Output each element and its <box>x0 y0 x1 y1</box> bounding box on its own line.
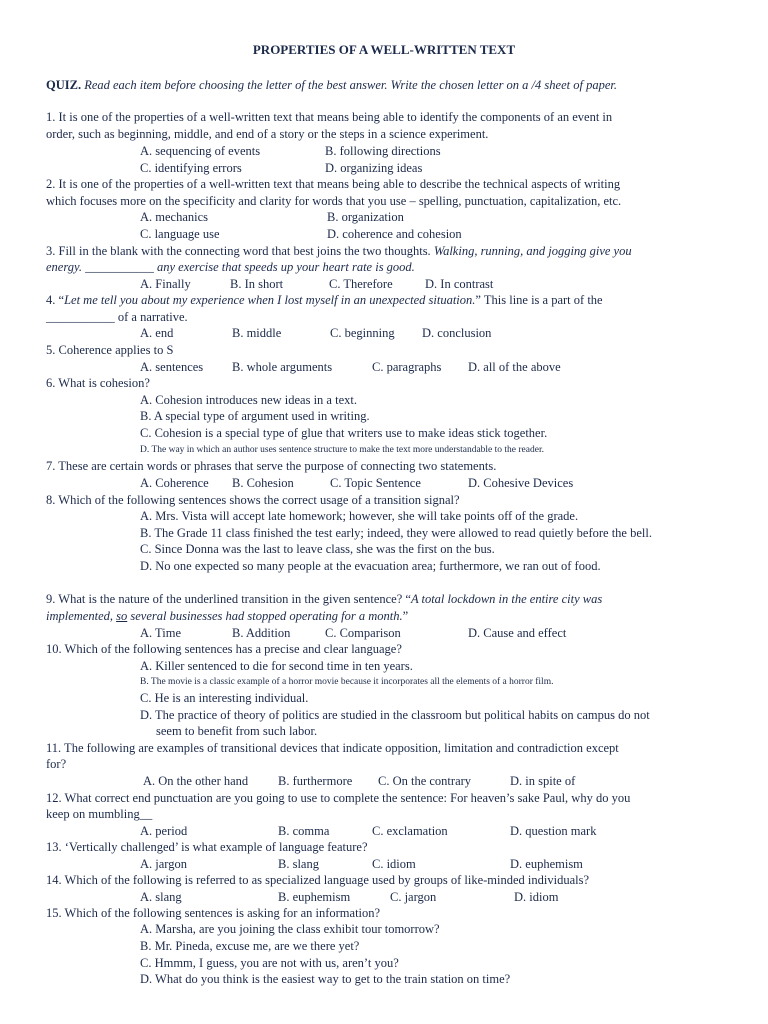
q8-option-b: B. The Grade 11 class finished the test early; indeed, they were allowed to read quietly before the bell. <box>140 526 652 540</box>
q4-option-c: C. beginning <box>330 326 395 340</box>
q12-text-line2: keep on mumbling__ <box>46 807 153 821</box>
q4-quote: Let me tell you about my experience when I lost myself in an unexpected situation. <box>64 293 476 307</box>
q10-option-d-line2: seem to benefit from such labor. <box>156 724 318 738</box>
q7-option-c: C. Topic Sentence <box>330 476 421 490</box>
q1-text-line2: order, such as beginning, middle, and end of a story or the steps in a science experiment. <box>46 127 489 141</box>
q5-text: 5. Coherence applies to S <box>46 343 174 357</box>
q2-option-a: A. mechanics <box>140 210 209 224</box>
q8-option-a: A. Mrs. Vista will accept late homework; however, she will take points off of the grade. <box>140 509 579 523</box>
q15-text: 15. Which of the following sentences is asking for an information? <box>46 906 381 920</box>
q11-option-c: C. On the contrary <box>378 774 472 788</box>
q3-option-c: C. Therefore <box>329 277 393 291</box>
q2-text-line1: 2. It is one of the properties of a well-written text that means being able to describe the technical aspects of writing <box>46 177 621 191</box>
q9-option-a: A. Time <box>140 626 181 640</box>
q14-option-c: C. jargon <box>390 890 437 904</box>
q3-option-b: B. In short <box>230 277 284 291</box>
q9-text-line2 <box>46 608 408 624</box>
q9-option-d: D. Cause and effect <box>468 626 567 640</box>
q3-prompt: 3. Fill in the blank with the connecting word that best joins the two thoughts. <box>46 244 434 258</box>
q14-text: 14. Which of the following is referred to as specialized language used by groups of like-minded individuals? <box>46 873 590 887</box>
q4-option-b: B. middle <box>232 326 282 340</box>
q7-option-d: D. Cohesive Devices <box>468 476 574 490</box>
q9-option-c: C. Comparison <box>325 626 401 640</box>
q11-text-line2: for? <box>46 757 67 771</box>
q10-text: 10. Which of the following sentences has a precise and clear language? <box>46 642 402 656</box>
q10-option-b: B. The movie is a classic example of a horror movie because it incorporates all the elements of a horror film. <box>140 677 554 687</box>
q1-option-d: D. organizing ideas <box>325 161 423 175</box>
q12-option-c: C. exclamation <box>372 824 448 838</box>
q11-option-b: B. furthermore <box>278 774 353 788</box>
q3-option-d: D. In contrast <box>425 277 494 291</box>
q13-option-b: B. slang <box>278 857 319 871</box>
q8-option-d: D. No one expected so many people at the evacuation area; furthermore, we ran out of food. <box>140 559 601 573</box>
q15-option-a: A. Marsha, are you joining the class exhibit tour tomorrow? <box>140 922 440 936</box>
q15-option-d: D. What do you think is the easiest way to get to the train station on time? <box>140 972 511 986</box>
q9-underlined-transition: so <box>116 609 128 623</box>
q12-option-b: B. comma <box>278 824 330 838</box>
q9-quote-part3: several businesses had stopped operating for a month. <box>127 609 403 623</box>
q6-option-a: A. Cohesion introduces new ideas in a text. <box>140 393 357 407</box>
q14-option-a: A. slang <box>140 890 182 904</box>
q15-option-b: B. Mr. Pineda, excuse me, are we there yet? <box>140 939 360 953</box>
q9-prompt: 9. What is the nature of the underlined transition in the given sentence? “ <box>46 592 411 606</box>
q3-text-line2 <box>46 259 415 275</box>
q5-option-a: A. sentences <box>140 360 204 374</box>
q6-text: 6. What is cohesion? <box>46 376 150 390</box>
q13-option-a: A. jargon <box>140 857 187 871</box>
q11-text-line1: 11. The following are examples of transitional devices that indicate opposition, limitation and contradiction except <box>46 741 619 755</box>
q4-text-line1 <box>46 292 603 308</box>
q11-option-a: A. On the other hand <box>143 774 249 788</box>
q5-option-c: C. paragraphs <box>372 360 442 374</box>
q7-option-a: A. Coherence <box>140 476 209 490</box>
q3-option-a: A. Finally <box>140 277 191 291</box>
q12-option-d: D. question mark <box>510 824 597 838</box>
q12-option-a: A. period <box>140 824 188 838</box>
q4-suffix: ” This line is a part of the <box>475 293 603 307</box>
q4-text-line2: ___________ of a narrative. <box>46 310 188 324</box>
quiz-instructions <box>46 77 617 93</box>
q13-option-d: D. euphemism <box>510 857 583 871</box>
q6-option-c: C. Cohesion is a special type of glue that writers use to make ideas stick together. <box>140 426 548 440</box>
q8-text: 8. Which of the following sentences shows the correct usage of a transition signal? <box>46 493 460 507</box>
q9-option-b: B. Addition <box>232 626 291 640</box>
q13-text: 13. ‘Vertically challenged’ is what example of language feature? <box>46 840 368 854</box>
q2-option-c: C. language use <box>140 227 220 241</box>
q6-option-d: D. The way in which an author uses sentence structure to make the text more understandable to the reader. <box>140 445 544 455</box>
q9-quote-part1: A total lockdown in the entire city was <box>410 592 603 606</box>
q10-option-a: A. Killer sentenced to die for second time in ten years. <box>140 659 413 673</box>
q1-option-c: C. identifying errors <box>140 161 242 175</box>
q1-text-line1: 1. It is one of the properties of a well-written text that means being able to identify the components of an event in <box>46 110 613 124</box>
q3-blank: ___________ <box>85 260 154 274</box>
q5-option-d: D. all of the above <box>468 360 561 374</box>
q14-option-d: D. idiom <box>514 890 559 904</box>
q4-option-d: D. conclusion <box>422 326 492 340</box>
q13-option-c: C. idiom <box>372 857 416 871</box>
q9-quote-close: ” <box>402 609 409 623</box>
q2-option-b: B. organization <box>327 210 404 224</box>
q4-prefix: 4. “ <box>46 293 65 307</box>
instructions-text: Read each item before choosing the letter of the best answer. Write the chosen letter on a /4 sheet of paper. <box>84 78 617 92</box>
q10-option-d-line1: D. The practice of theory of politics are studied in the classroom but political habits on campus do not <box>140 708 650 722</box>
q3-quote-part1: Walking, running, and jogging give you <box>433 244 632 258</box>
quiz-label: QUIZ. <box>46 78 82 92</box>
q5-option-b: B. whole arguments <box>232 360 333 374</box>
q10-option-c: C. He is an interesting individual. <box>140 691 309 705</box>
q2-text-line2: which focuses more on the specificity and clarity for words that you use – spelling, punctuation, capitalization, etc. <box>46 194 622 208</box>
q7-option-b: B. Cohesion <box>232 476 294 490</box>
q1-option-b: B. following directions <box>325 144 441 158</box>
q3-quote-part3: any exercise that speeds up your heart rate is good. <box>153 260 415 274</box>
document-title: PROPERTIES OF A WELL-WRITTEN TEXT <box>252 42 516 57</box>
q1-option-a: A. sequencing of events <box>140 144 261 158</box>
q3-quote-part2: energy. <box>46 260 86 274</box>
q7-text: 7. These are certain words or phrases that serve the purpose of connecting two statements. <box>46 459 497 473</box>
q12-text-line1: 12. What correct end punctuation are you going to use to complete the sentence: For heaven’s sake Paul, why do you <box>46 791 631 805</box>
q6-option-b: B. A special type of argument used in writing. <box>140 409 370 423</box>
q2-option-d: D. coherence and cohesion <box>327 227 462 241</box>
q11-option-d: D. in spite of <box>510 774 576 788</box>
q15-option-c: C. Hmmm, I guess, you are not with us, aren’t you? <box>140 956 399 970</box>
q14-option-b: B. euphemism <box>278 890 351 904</box>
q8-option-c: C. Since Donna was the last to leave class, she was the first on the bus. <box>140 542 495 556</box>
q9-text-line1 <box>46 591 602 607</box>
q3-text-line1 <box>46 243 632 259</box>
q9-quote-part2: implemented, <box>46 609 117 623</box>
q4-option-a: A. end <box>140 326 174 340</box>
